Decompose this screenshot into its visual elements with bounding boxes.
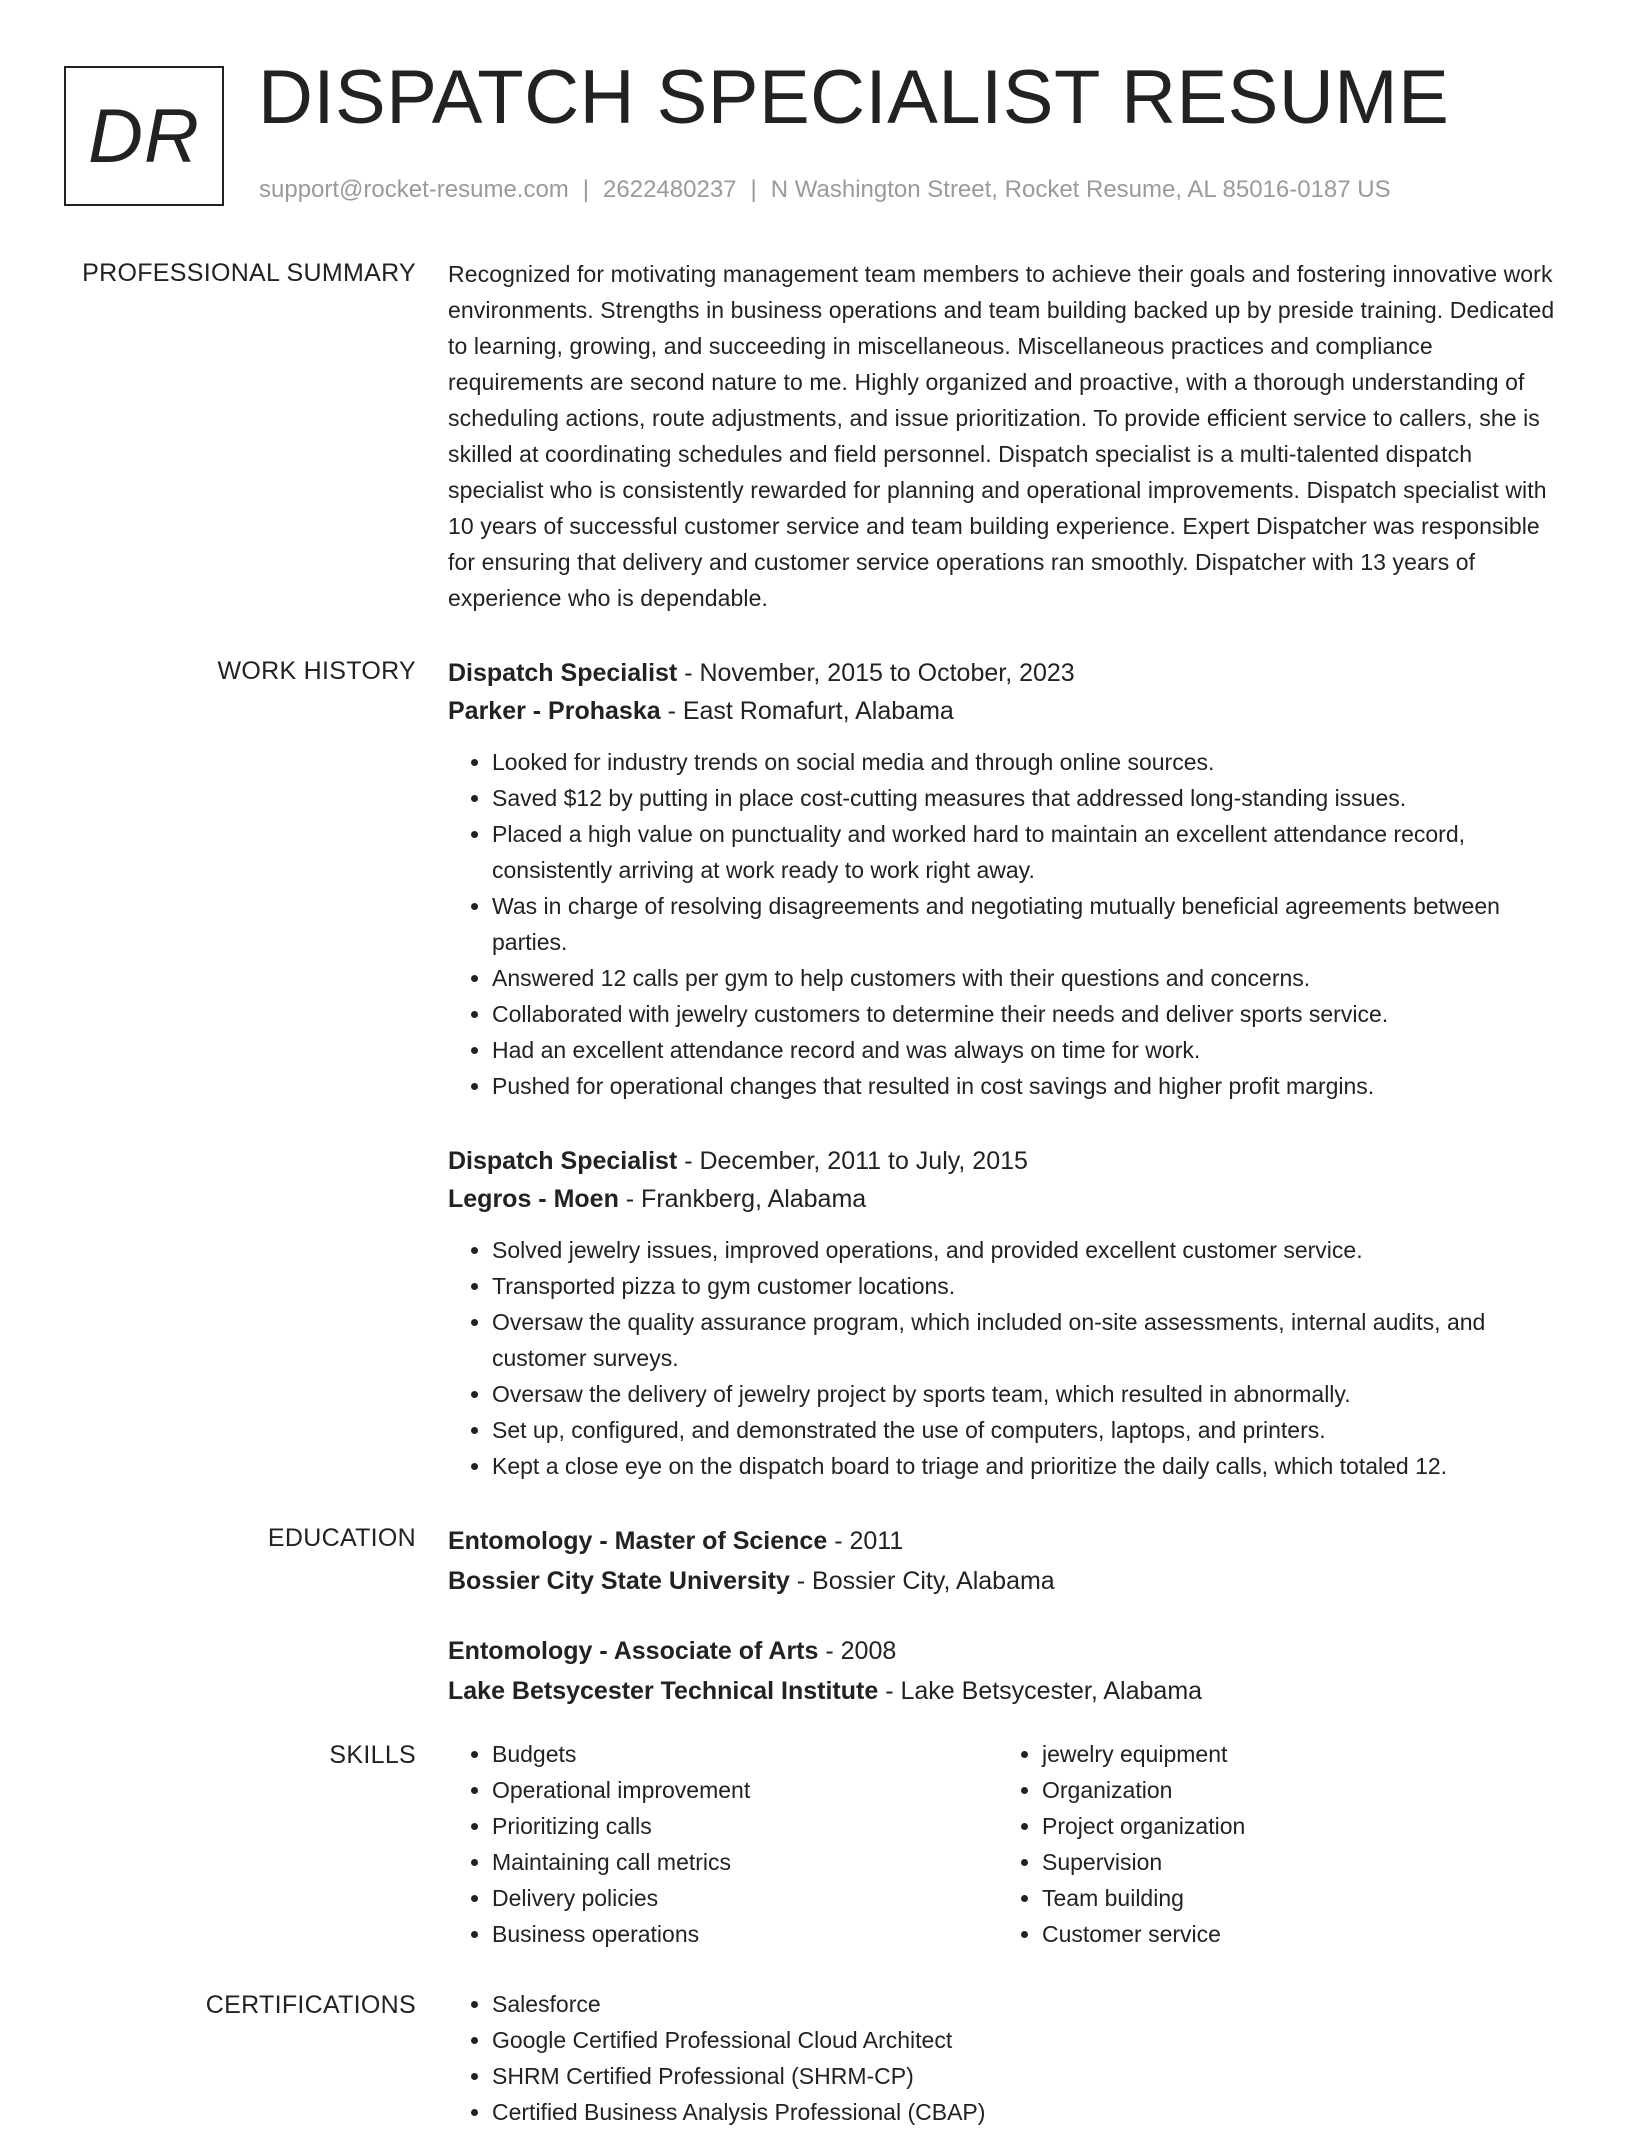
summary-body xyxy=(448,256,1563,616)
skills-body xyxy=(448,1736,1563,1952)
list-item: • Team building xyxy=(1042,1880,1548,1916)
list-item: • Supervision xyxy=(1042,1844,1548,1880)
list-item: • Maintaining call metrics xyxy=(492,1844,998,1880)
list-item: • Project organization xyxy=(1042,1808,1548,1844)
section-title-skills: SKILLS xyxy=(329,1741,416,1769)
contact-phone: 2622480237 xyxy=(603,176,737,203)
list-item: • Salesforce xyxy=(492,1986,1563,2022)
degree-year: - 2011 xyxy=(827,1527,904,1555)
job-company-line xyxy=(448,1180,1563,1218)
job-role: Dispatch Specialist xyxy=(448,1147,678,1175)
job-bullets xyxy=(448,744,1563,1104)
contact-separator: | xyxy=(750,176,757,203)
school-location: - Lake Betsycester, Alabama xyxy=(878,1677,1203,1705)
section-title-education: EDUCATION xyxy=(267,1524,416,1552)
job-company-line xyxy=(448,692,1563,730)
job-company: Parker - Prohaska xyxy=(448,697,661,725)
job-title-line xyxy=(448,1142,1563,1180)
skills-grid xyxy=(448,1736,1563,1952)
summary-text: Recognized for motivating management team members to achieve their goals and fostering innovative work environments. Strengths in business operations and team building backed up by preside training. Dedicated to learning, growing, and succeeding in miscellaneous. Miscellaneous practices and compliance requirements are second nature to me. Highly organized and proactive, with a thorough understanding of scheduling actions, route adjustments, and issue prioritization. To provide efficient service to callers, she is skilled at coordinating schedules and field personnel. Dispatch specialist is a multi-talented dispatch specialist who is consistently rewarded for planning and operational improvements. Dispatch specialist with 10 years of successful customer service and team building experience. Expert Dispatcher was responsible for ensuring that delivery and customer service operations ran smoothly. Dispatcher with 13 years of experience who is dependable. xyxy=(448,261,1555,611)
section-title-work: WORK HISTORY xyxy=(217,657,416,685)
list-item: • Business operations xyxy=(492,1916,998,1952)
list-item: • Oversaw the delivery of jewelry project by sports team, which resulted in abnormally. xyxy=(492,1376,1563,1412)
skills-column-right xyxy=(998,1736,1548,1952)
list-item: • Set up, configured, and demonstrated the use of computers, laptops, and printers. xyxy=(492,1412,1563,1448)
list-item: • Transported pizza to gym customer locations. xyxy=(492,1268,1563,1304)
monogram: DR xyxy=(64,66,224,206)
list-item: • Solved jewelry issues, improved operations, and provided excellent customer service. xyxy=(492,1232,1563,1268)
job-title-line xyxy=(448,654,1563,692)
job-dates: - November, 2015 to October, 2023 xyxy=(677,659,1075,687)
degree-year: - 2008 xyxy=(818,1637,897,1665)
school-line xyxy=(448,1561,1563,1601)
school-line xyxy=(448,1671,1563,1711)
skills-column-left xyxy=(448,1736,998,1952)
list-item: • Operational improvement xyxy=(492,1772,998,1808)
school: Lake Betsycester Technical Institute xyxy=(448,1677,879,1705)
list-item: • Collaborated with jewelry customers to determine their needs and deliver sports service. xyxy=(492,996,1563,1032)
job-location: - East Romafurt, Alabama xyxy=(660,697,954,725)
list-item: • Google Certified Professional Cloud Architect xyxy=(492,2022,1563,2058)
resume-title: DISPATCH SPECIALIST RESUME xyxy=(258,55,1450,140)
contact-address: N Washington Street, Rocket Resume, AL 85016-0187 US xyxy=(770,176,1391,203)
job-entry xyxy=(448,654,1563,1104)
education-entry xyxy=(448,1521,1563,1601)
school-location: - Bossier City, Alabama xyxy=(789,1567,1055,1595)
degree: Entomology - Master of Science xyxy=(448,1527,828,1555)
contact-email: support@rocket-resume.com xyxy=(259,176,569,203)
contact-line xyxy=(259,176,1391,204)
job-company: Legros - Moen xyxy=(448,1185,619,1213)
certifications-body xyxy=(448,1986,1563,2130)
school: Bossier City State University xyxy=(448,1567,790,1595)
job-dates: - December, 2011 to July, 2015 xyxy=(677,1147,1028,1175)
degree-line xyxy=(448,1631,1563,1671)
education-entry xyxy=(448,1631,1563,1711)
list-item: • Was in charge of resolving disagreements and negotiating mutually beneficial agreements between parties. xyxy=(492,888,1563,960)
list-item: • Oversaw the quality assurance program, which included on-site assessments, internal audits, and customer surveys. xyxy=(492,1304,1563,1376)
list-item: • Prioritizing calls xyxy=(492,1808,998,1844)
list-item: • Pushed for operational changes that resulted in cost savings and higher profit margins. xyxy=(492,1068,1563,1104)
list-item: • Had an excellent attendance record and was always on time for work. xyxy=(492,1032,1563,1068)
list-item: • Looked for industry trends on social media and through online sources. xyxy=(492,744,1563,780)
degree: Entomology - Associate of Arts xyxy=(448,1637,819,1665)
list-item: • Saved $12 by putting in place cost-cutting measures that addressed long-standing issues. xyxy=(492,780,1563,816)
list-item: • Organization xyxy=(1042,1772,1548,1808)
job-entry xyxy=(448,1142,1563,1484)
list-item: • SHRM Certified Professional (SHRM-CP) xyxy=(492,2058,1563,2094)
work-body xyxy=(448,654,1563,1484)
list-item: • jewelry equipment xyxy=(1042,1736,1548,1772)
job-bullets xyxy=(448,1232,1563,1484)
list-item: • Budgets xyxy=(492,1736,998,1772)
list-item: • Certified Business Analysis Professional (CBAP) xyxy=(492,2094,1563,2130)
certifications-list xyxy=(448,1986,1563,2130)
list-item: • Placed a high value on punctuality and worked hard to maintain an excellent attendance record, consistently arriving at work ready to work right away. xyxy=(492,816,1563,888)
degree-line xyxy=(448,1521,1563,1561)
education-body xyxy=(448,1521,1563,1711)
list-item: • Delivery policies xyxy=(492,1880,998,1916)
list-item: • Answered 12 calls per gym to help customers with their questions and concerns. xyxy=(492,960,1563,996)
section-title-summary: PROFESSIONAL SUMMARY xyxy=(82,259,416,287)
list-item: • Kept a close eye on the dispatch board to triage and prioritize the daily calls, which totaled 12. xyxy=(492,1448,1563,1484)
job-location: - Frankberg, Alabama xyxy=(618,1185,867,1213)
contact-separator: | xyxy=(582,176,590,203)
section-title-certifications: CERTIFICATIONS xyxy=(205,1991,416,2019)
list-item: • Customer service xyxy=(1042,1916,1548,1952)
job-role: Dispatch Specialist xyxy=(448,659,678,687)
